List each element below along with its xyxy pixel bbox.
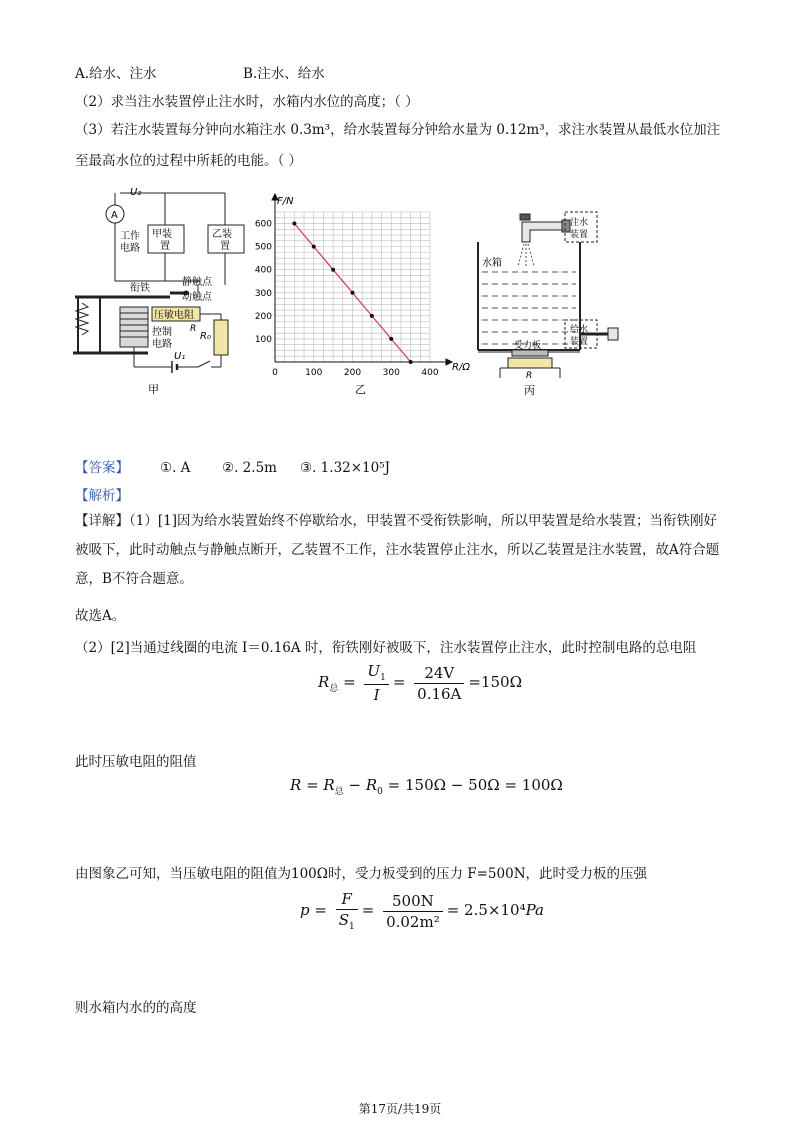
fraction-f-over-s1: $\frac{F}{S_1}$ — [336, 890, 358, 932]
detail-text-1: （1）[1]因为给水装置始终不停歇给水，甲装置不受衔铁影响，所以甲装置是给水装置；当衔铁刚好被吸下，此时动触点与静触点断开，乙装置不工作，注水装置停止注水，所以乙装置是注水装置，故A符合题意，B不符合题意。 — [75, 513, 720, 587]
caption-yi: 乙 — [355, 383, 366, 396]
y-tick-label: 200 — [255, 311, 272, 322]
moving-contact-label: 动触点 — [182, 292, 212, 303]
formula-total-resistance: $R_总$ = $\frac{U_1}{I}$ = $\frac{24V}{0.16A}$ =150Ω — [318, 662, 523, 704]
y-tick-label: 600 — [255, 219, 272, 230]
static-contact-label: 静触点 — [182, 277, 212, 288]
bing-r-label: R — [526, 371, 533, 381]
data-point — [331, 268, 335, 272]
sensor-r-label: R — [190, 324, 197, 334]
figure-bing-tank — [470, 200, 630, 400]
work-circuit-line1: 工作 — [120, 231, 140, 242]
question-3-line2: 至最高水位的过程中所耗的电能。（ ） — [75, 153, 303, 169]
data-point — [292, 222, 296, 226]
device-jia-line2: 置 — [160, 241, 170, 252]
caption-bing: 丙 — [524, 384, 535, 397]
detail-paragraph-1 — [75, 507, 725, 594]
answer-label: 【答案】 — [75, 460, 129, 476]
fraction-24v-over-016a: $\frac{24V}{0.16A}$ — [414, 664, 464, 703]
data-point — [370, 314, 374, 318]
x-tick-label: 400 — [421, 368, 439, 378]
analysis-label: 【解析】 — [75, 488, 129, 504]
data-point — [312, 245, 316, 249]
ammeter-label: A — [111, 210, 118, 221]
x-tick-label: 0 — [272, 368, 278, 378]
armature-label: 衔铁 — [130, 283, 150, 294]
y-tick-label: 100 — [255, 334, 272, 345]
u2-label: U₂ — [130, 187, 142, 198]
detail-paragraph-6: 则水箱内水的的高度 — [75, 1000, 197, 1016]
fraction-u-over-i: $\frac{U_1}{I}$ — [364, 662, 388, 704]
figure-jia-circuit — [70, 185, 245, 400]
detail-label: 【详解】 — [75, 513, 129, 529]
work-circuit-line2: 电路 — [120, 243, 140, 254]
y-tick-label: 300 — [255, 288, 272, 299]
option-a: A.给水、注水 — [75, 66, 157, 82]
control-circuit-line1: 控制 — [152, 327, 172, 338]
device-yi-line1: 乙装 — [212, 229, 232, 240]
inject-label-line1: 注水 — [570, 218, 589, 228]
y-tick-label: 500 — [255, 242, 272, 253]
question-2: （2）求当注水装置停止注水时，水箱内水位的高度；（ ） — [75, 94, 419, 110]
question-3-line1: （3）若注水装置每分钟向水箱注水 0.3m³，给水装置每分钟给水量为 0.12m³，求注水装置从最低水位加注 — [75, 122, 721, 138]
detail-paragraph-4: 此时压敏电阻的阻值 — [75, 754, 197, 770]
detail-paragraph-3: （2）[2]当通过线圈的电流 I＝0.16A 时，衔铁刚好被吸下，注水装置停止注水，此时控制电路的总电阻 — [75, 640, 697, 656]
formula-2-tail: = 150Ω − 50Ω = 100Ω — [387, 776, 563, 794]
device-yi-line2: 置 — [220, 241, 230, 252]
device-jia-line1: 甲装 — [152, 229, 172, 240]
answer-1: ①. A — [160, 460, 191, 476]
data-point — [409, 360, 413, 364]
detail-paragraph-2: 故选A。 — [75, 608, 126, 624]
detail-paragraph-5: 由图象乙可知，当压敏电阻的阻值为100Ω时，受力板受到的压力 F=500N，此时受力板的压强 — [75, 866, 648, 882]
formula-sensor-resistance: $R = R_总 - R_0 = 150\Omega - 50\Omega = 100\Omega$ — [290, 776, 563, 797]
chart-ylabel: F/N — [277, 196, 294, 207]
data-point — [389, 337, 393, 341]
y-tick-label: 400 — [255, 265, 272, 276]
u1-label: U₁ — [174, 351, 186, 362]
supply-label-line1: 给水 — [570, 325, 589, 335]
formula-1-result: =150Ω — [468, 673, 523, 691]
caption-jia: 甲 — [148, 383, 159, 396]
x-tick-label: 100 — [305, 368, 323, 378]
plate-label: 受力板 — [514, 341, 542, 351]
inject-label-line2: 装置 — [570, 230, 589, 240]
page-footer: 第17页/共19页 — [358, 1102, 442, 1116]
answer-3: ③. 1.32×10⁵J — [300, 460, 391, 476]
formula-pressure: p = $\frac{F}{S_1}$ = $\frac{500N}{\text{0.02m²}}$ = 2.5×10⁴Pa — [300, 890, 544, 932]
tank-label: 水箱 — [482, 258, 502, 269]
fraction-500n-over-area: $\frac{500N}{\text{0.02m²}}$ — [383, 892, 443, 931]
x-tick-label: 300 — [382, 368, 400, 378]
sensor-label: 压敏电阻 — [154, 310, 194, 321]
supply-label-line2: 装置 — [570, 337, 589, 347]
chart-xlabel: R/Ω — [452, 362, 470, 373]
x-tick-label: 200 — [343, 368, 362, 378]
figure-yi-chart — [255, 190, 470, 400]
option-b: B.注水、给水 — [243, 66, 325, 82]
r0-label: R₀ — [200, 331, 211, 342]
answer-2: ②. 2.5m — [222, 460, 277, 476]
formula-3-result: = 2.5×10⁴ — [446, 901, 526, 919]
data-point — [351, 291, 355, 295]
control-circuit-line2: 电路 — [152, 339, 172, 350]
